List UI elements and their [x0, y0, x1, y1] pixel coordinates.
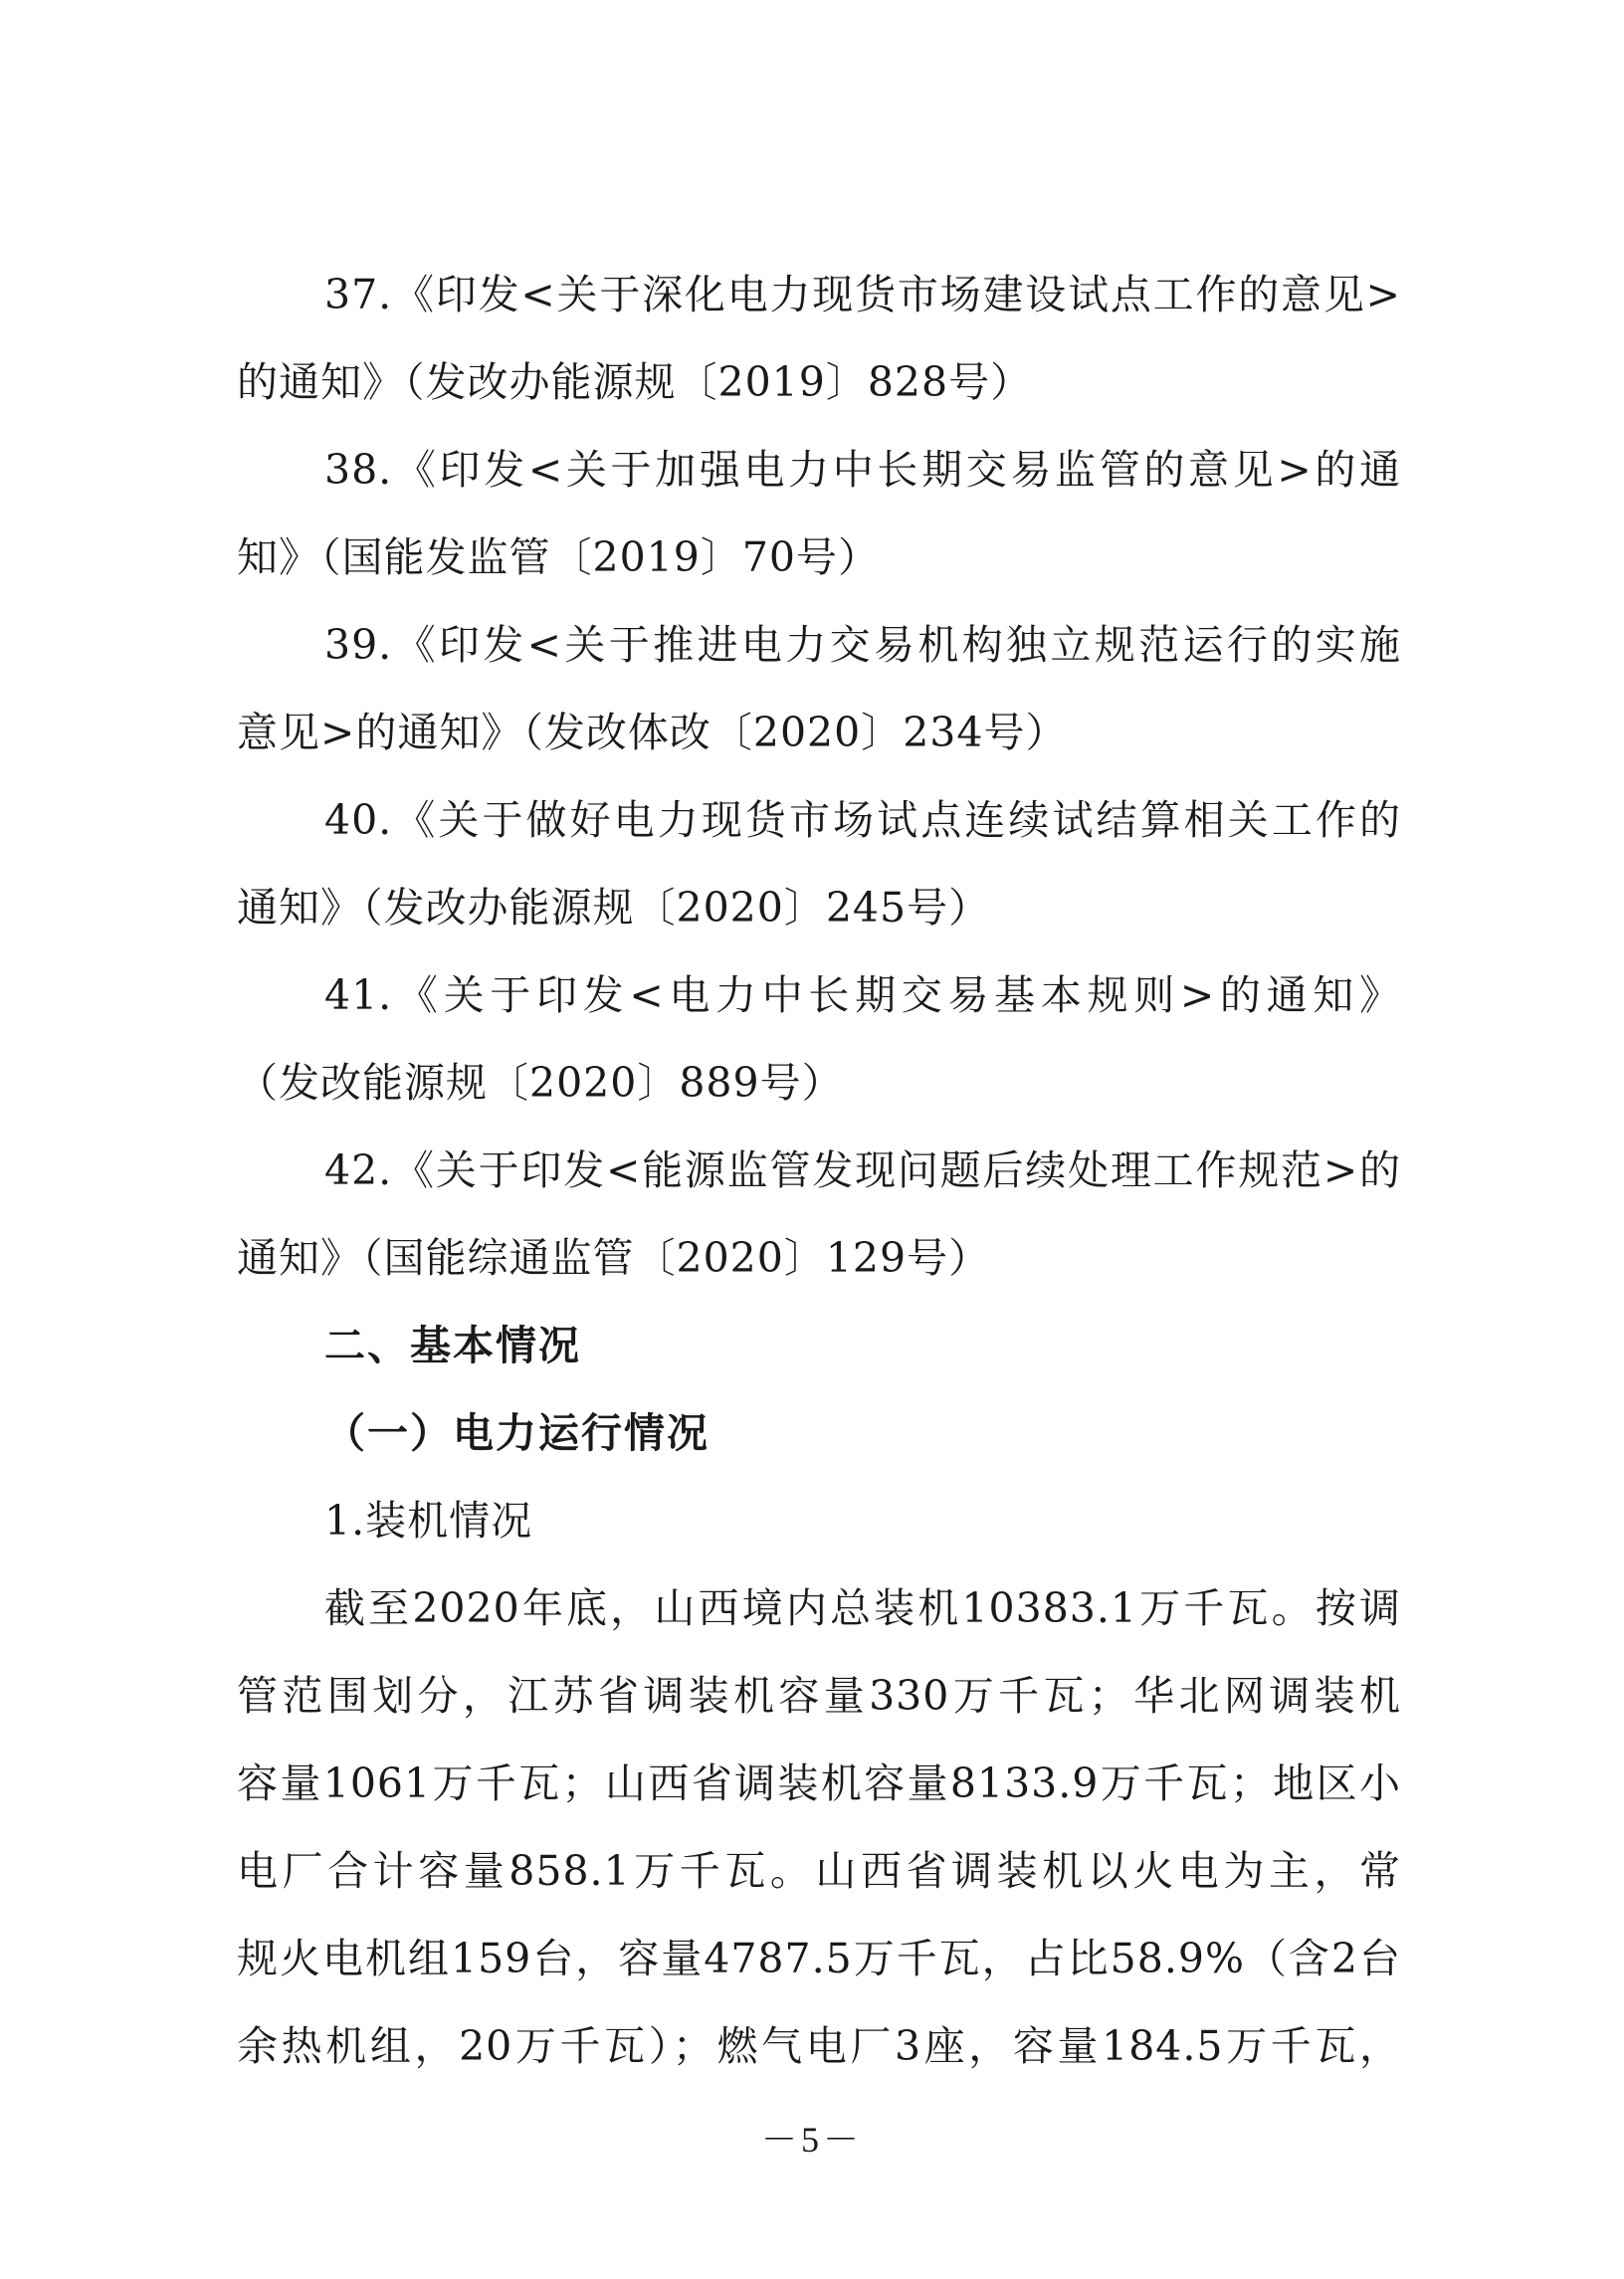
text-line: 意见>的通知》（发改体改〔2020〕234号）	[237, 709, 1068, 756]
text-line: 1.装机情况	[324, 1497, 533, 1545]
text-line: 通知》（发改办能源规〔2020〕245号）	[237, 884, 991, 932]
document-body	[237, 251, 1401, 2090]
section-heading: 二、基本情况	[324, 1322, 581, 1369]
section-heading: （一）电力运行情况	[324, 1409, 710, 1457]
text-line: 知》（国能发监管〔2019〕70号）	[237, 533, 881, 581]
page-number: －5－	[760, 2120, 863, 2160]
text-line: 管范围划分，江苏省调装机容量330万千瓦；华北网调装机	[237, 1672, 1401, 1720]
text-line: 通知》（国能综通监管〔2020〕129号）	[237, 1234, 991, 1282]
text-line: 39.《印发<关于推进电力交易机构独立规范运行的实施	[324, 621, 1401, 669]
text-line: 42.《关于印发<能源监管发现问题后续处理工作规范>的	[324, 1146, 1401, 1194]
text-line: 的通知》（发改办能源规〔2019〕828号）	[237, 358, 1033, 406]
text-line: 41.《关于印发<电力中长期交易基本规则>的通知》	[324, 971, 1401, 1019]
text-line: 规火电机组159台，容量4787.5万千瓦，占比58.9%（含2台	[237, 1935, 1401, 1982]
text-line: （发改能源规〔2020〕889号）	[237, 1059, 844, 1107]
text-line: 容量1061万千瓦；山西省调装机容量8133.9万千瓦；地区小	[237, 1760, 1401, 1807]
text-line: 38.《印发<关于加强电力中长期交易监管的意见>的通	[324, 446, 1401, 494]
text-line: 电厂合计容量858.1万千瓦。山西省调装机以火电为主，常	[237, 1847, 1401, 1895]
text-line: 40.《关于做好电力现货市场试点连续试结算相关工作的	[324, 796, 1401, 844]
text-line: 余热机组，20万千瓦）；燃气电厂3座，容量184.5万千瓦，	[237, 2022, 1401, 2070]
text-line: 截至2020年底，山西境内总装机10383.1万千瓦。按调	[324, 1584, 1401, 1632]
text-line: 37.《印发<关于深化电力现货市场建设试点工作的意见>	[324, 271, 1401, 318]
